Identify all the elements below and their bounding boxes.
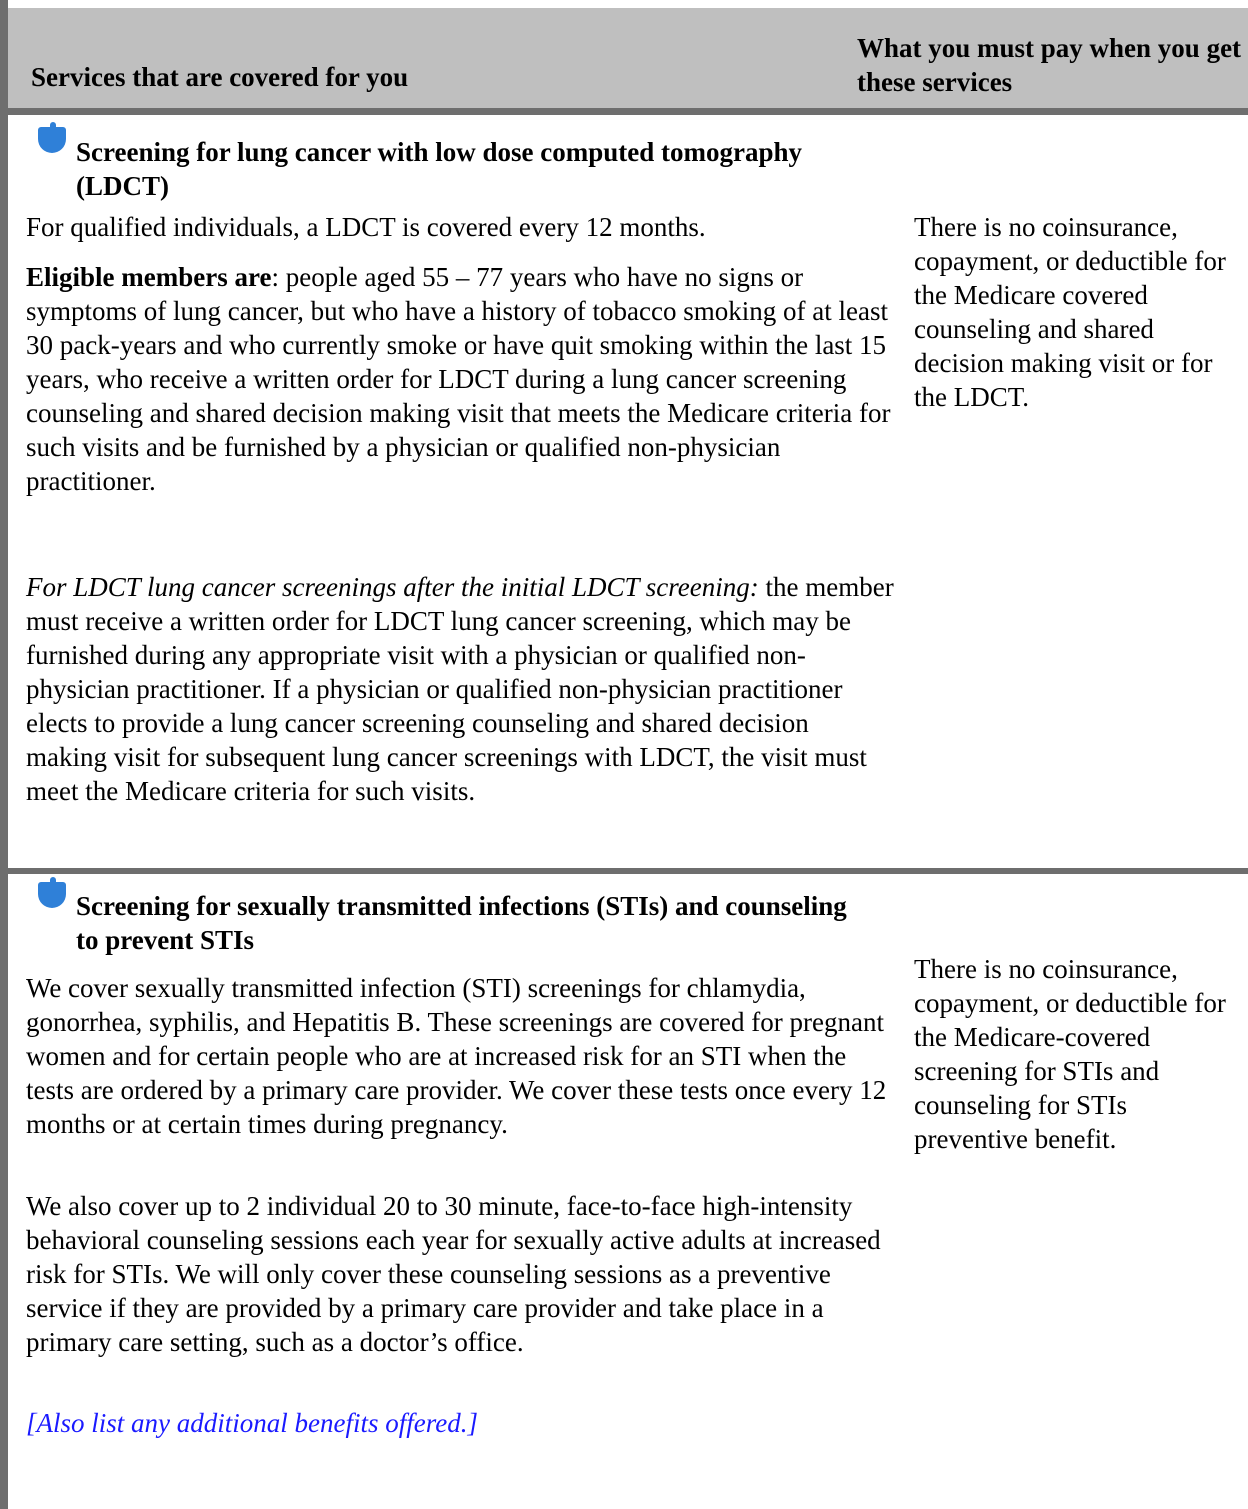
subsequent-text: the member must receive a written order for LDCT lung cancer screening, which may be furnished during any appropriate visit with a physician or qualified non-physician practitioner. If a physician or qualified non-physician practitioner elects to provide a lung cancer screening counseling and shared decision making visit for subsequent lung cancer screenings with LDCT, the visit must meet the Medicare criteria for such visits.: [26, 572, 894, 806]
apple-icon: [38, 127, 66, 153]
service-paragraph: We also cover up to 2 individual 20 to 30 minute, face-to-face high-intensity behavioral counseling sessions each year for sexually active adults at increased risk for STIs. We will only cover these counseling sessions as a preventive service if they are provided by a primary care provider and take place in a primary care setting, such as a doctor’s office.: [26, 1191, 881, 1357]
table-left-border: [0, 0, 8, 1509]
service-paragraph: We cover sexually transmitted infection (STI) screenings for chlamydia, gonorrhea, syphilis, and Hepatitis B. These screenings are covered for pregnant women and for certain people who are at increased risk for an STI when the tests are ordered by a primary care provider. We cover these tests once every 12 months or at certain times during pregnancy.: [26, 973, 887, 1139]
italic-lead: For LDCT lung cancer screenings after the initial LDCT screening:: [26, 572, 759, 602]
header-payment-column: What you must pay when you get these services: [857, 33, 1242, 97]
service-title: Screening for lung cancer with low dose computed tomography (LDCT): [76, 137, 802, 201]
service-paragraph: For qualified individuals, a LDCT is covered every 12 months.: [26, 212, 706, 242]
apple-icon: [38, 882, 66, 908]
additional-benefits-note: [Also list any additional benefits offered.]: [26, 1408, 478, 1438]
service-title: Screening for sexually transmitted infections (STIs) and counseling to prevent STIs: [76, 891, 847, 955]
eligible-text: people aged 55 – 77 years who have no signs or symptoms of lung cancer, but who have a history of tobacco smoking of at least 30 pack-years and who currently smoke or have quit smoking within the last 15 years, who receive a written order for LDCT during a lung cancer screening counseling and shared decision making visit that meets the Medicare criteria for such visits and be furnished by a physician or qualified non-physician practitioner.: [26, 262, 891, 496]
header-services-column: Services that are covered for you: [31, 62, 409, 92]
service-row-lung-cancer: [8, 115, 1248, 868]
eligible-label: Eligible members are: [26, 262, 272, 292]
service-paragraph-subsequent: [26, 570, 896, 808]
cost-text: There is no coinsurance, copayment, or deductible for the Medicare covered counseling and shared decision making visit or for the LDCT.: [914, 212, 1226, 412]
cost-text: There is no coinsurance, copayment, or deductible for the Medicare-covered screening for STIs and counseling for STIs preventive benefit.: [914, 954, 1226, 1154]
table-header: [8, 8, 1248, 115]
service-row-sti: [8, 874, 1248, 1509]
service-paragraph-eligibility: Eligible members are: people aged 55 – 77 years who have no signs or symptoms of lung cancer, but who have a history of tobacco smoking of at least 30 pack-years and who currently smoke or have quit smoking within the last 15 years, who receive a written order for LDCT during a lung cancer screening counseling and shared decision making visit that meets the Medicare criteria for such visits and be furnished by a physician or qualified non-physician practitioner.: [26, 262, 891, 496]
